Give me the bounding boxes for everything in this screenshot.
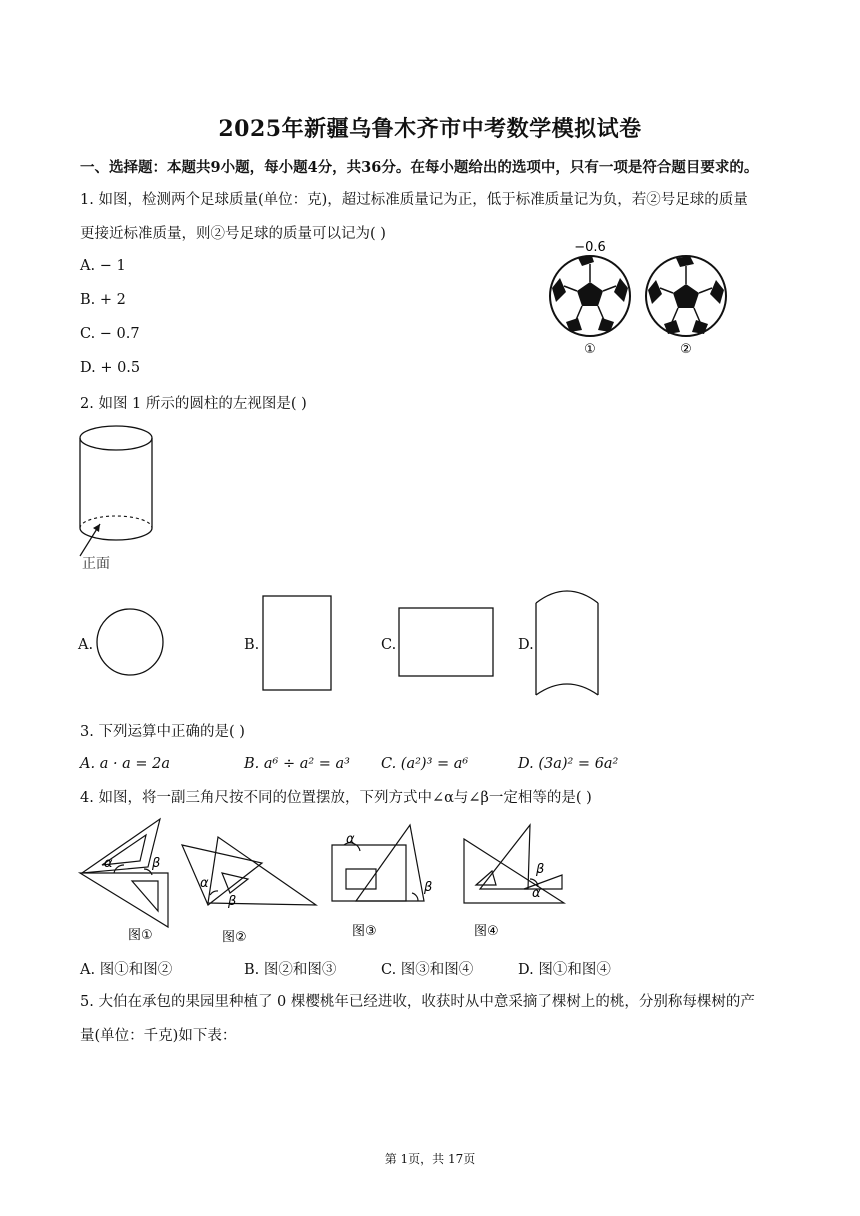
set-square-figure-2 — [182, 837, 316, 905]
q1-text-line1: 1. 如图，检测两个足球质量(单位：克)，超过标准质量记为正，低于标准质量记为负，若②号足球的质量 — [80, 192, 748, 208]
q2-option-a-circle — [96, 604, 168, 680]
page-footer: 第 1页，共 17页 — [384, 1152, 476, 1166]
ball1-mass-label: −0.6 — [574, 240, 606, 255]
cylinder-figure — [72, 420, 162, 575]
fig3-label: 图③ — [352, 924, 377, 939]
soccer-ball-2-icon — [646, 256, 726, 336]
front-label: 正面 — [82, 556, 110, 572]
q4-option-d: D. 图①和图④ — [518, 962, 611, 978]
q3-option-d: D. (3a)² = 6a² — [518, 756, 619, 772]
q1-text-line2: 更接近标准质量，则②号足球的质量可以记为( ) — [80, 226, 386, 242]
q3-option-b: B. a⁶ ÷ a² = a³ — [244, 756, 350, 772]
q2-text: 2. 如图 1 所示的圆柱的左视图是( ) — [80, 396, 307, 412]
set-square-figure-1 — [80, 819, 168, 927]
q1-option-b: B. + 2 — [80, 292, 126, 308]
q2-option-b: B. — [244, 637, 260, 653]
q2-option-c: C. — [381, 637, 397, 653]
fig4-label: 图④ — [474, 924, 499, 939]
q4-option-c: C. 图③和图④ — [381, 962, 474, 978]
fig2-beta: β — [228, 894, 237, 909]
q2-option-d: D. — [518, 637, 534, 653]
fig1-alpha: α — [104, 856, 113, 871]
soccer-balls-figure — [548, 236, 738, 360]
q4-option-a: A. 图①和图② — [80, 962, 173, 978]
fig4-alpha: α — [532, 886, 541, 901]
set-squares-figures — [76, 815, 576, 947]
q1-option-c: C. − 0.7 — [80, 326, 140, 342]
fig3-beta: β — [424, 880, 433, 895]
q5-text-line2: 量(单位：千克)如下表： — [80, 1028, 237, 1044]
page-title: 2025年新疆乌鲁木齐市中考数学模拟试卷 — [218, 116, 642, 142]
section-heading: 一、选择题：本题共9小题，每小题4分，共36分。在每小题给出的选项中，只有一项是符合题目要求的。 — [80, 159, 759, 176]
fig2-label: 图② — [222, 930, 247, 945]
fig1-label: 图① — [128, 928, 153, 943]
q1-option-a: A. − 1 — [80, 258, 126, 274]
soccer-ball-1-icon — [550, 256, 630, 336]
fig2-alpha: α — [200, 876, 209, 891]
q5-text-line1: 5. 大伯在承包的果园里种植了 0 棵樱桃年已经进收，收获时从中意采摘了棵树上的桃，分别称每棵树的产 — [80, 994, 755, 1010]
set-square-figure-4 — [464, 825, 564, 903]
fig4-beta: β — [536, 862, 545, 877]
q2-option-b-tall-rectangle — [262, 595, 334, 693]
q1-option-d: D. + 0.5 — [80, 360, 141, 376]
fig3-alpha: α — [346, 832, 355, 847]
q4-text: 4. 如图，将一副三角尺按不同的位置摆放，下列方式中∠α与∠β一定相等的是( ) — [80, 790, 592, 806]
q3-text: 3. 下列运算中正确的是( ) — [80, 724, 245, 740]
q2-option-d-curved-shape — [534, 585, 604, 700]
q4-option-b: B. 图②和图③ — [244, 962, 337, 978]
q2-option-c-wide-rectangle — [398, 607, 496, 679]
q3-option-c: C. (a²)³ = a⁶ — [381, 756, 469, 772]
fig1-beta: β — [152, 856, 161, 871]
q2-option-a: A. — [78, 637, 94, 653]
q3-option-a: A. a · a = 2a — [80, 756, 171, 772]
ball2-label: ② — [680, 342, 692, 357]
ball1-label: ① — [584, 342, 596, 357]
